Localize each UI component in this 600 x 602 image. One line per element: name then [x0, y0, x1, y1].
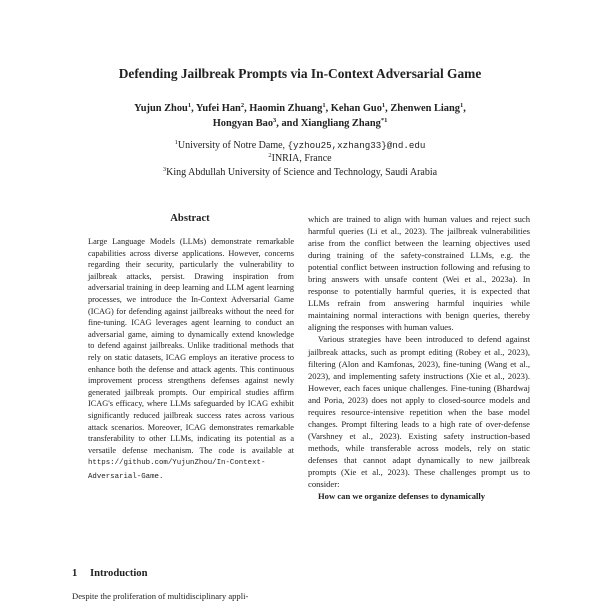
- affiliation-email[interactable]: {yzhou25,xzhang33}@nd.edu: [287, 140, 426, 151]
- author-separator: ,: [244, 103, 250, 114]
- research-question: How can we organize defenses to dynamically: [318, 491, 486, 502]
- author-name: Yujun Zhou: [134, 103, 188, 114]
- affiliation-number: 3: [162, 165, 167, 173]
- author-affiliation-mark: 2: [240, 102, 245, 109]
- author-separator: ,: [385, 103, 391, 114]
- abstract-text: Large Language Models (LLMs) demonstrate remarkable capabilities across diverse applications. However, concerns regarding their security, particularly the vulnerability to jailbreak attacks, persist. Drawing inspiration from adversarial training in deep learning and LLM agent learning processes, we introduce the In-Context Adversarial Game (ICAG) for defending against jailbreaks without the need for fine-tuning. ICAG leverages agent learning to conduct an adversarial game, aiming to dynamically extend knowledge to defend against jailbreaks. Unlike traditional methods that rely on static datasets, ICAG employs an iterative process to enhance both the defense and attack agents. This continuous improvement process strengthens defenses against newly generated jailbreak prompts. Our empirical studies affirm ICAG's efficacy, where LLMs safeguarded by ICAG exhibit significantly reduced jailbreak success rates across various attack scenarios. Moreover, ICAG demonstrates remarkable transferability to other LLMs, indicating its potential as a versatile defense mechanism. The code is available at: [88, 237, 294, 455]
- author-list: [60, 101, 540, 131]
- author-separator: , and: [276, 118, 301, 129]
- affiliation-number: 2: [268, 152, 272, 160]
- author-name: Zhenwen Liang: [390, 103, 460, 114]
- author-affiliation-mark: 1: [459, 102, 464, 109]
- abstract-body: [88, 236, 294, 483]
- affiliation-line: [60, 166, 540, 179]
- abstract-heading: Abstract: [170, 213, 210, 224]
- abstract-code-link[interactable]: https://github.com/YujunZhou/In-Context-Adversarial-Game.: [88, 459, 266, 481]
- author-affiliation-mark: 1: [187, 102, 192, 109]
- author-name: Yufei Han: [195, 103, 241, 114]
- affiliation-line: [60, 152, 540, 165]
- author-affiliation-mark: 3: [273, 117, 277, 124]
- affiliation-line: [60, 139, 540, 152]
- right-column-paragraph-2: Various strategies have been introduced to defend against jailbreak attacks, such as prompt editing (Robey et al., 2023), filtering (Alon and Kamfonas, 2023), fine-tuning (Wang et al., 2023), and implementing safety instructions (Xie et al., 2023). However, each faces unique challenges. Fine-tuning (Bhardwaj and Poria, 2023) does not apply to closed-source models and requires resource-intensive repetition when the base model changes. Prompt filtering leads to a high rate of over-defense (Varshney et al., 2023). Existing safety instruction-based methods, while transferable across models, rely on static defenses that cannot adapt dynamically to new jailbreak prompts (Xie et al., 2023). These challenges prompt us to consider:: [308, 334, 530, 490]
- author-name: Xiangliang Zhang: [300, 118, 381, 129]
- author-name: Haomin Zhuang: [249, 103, 323, 114]
- affiliation-text: INRIA, France: [271, 153, 332, 165]
- affiliation-text: University of Notre Dame,: [177, 140, 288, 151]
- author-separator: ,: [325, 103, 331, 114]
- paper-title: Defending Jailbreak Prompts via In-Context Adversarial Game: [118, 66, 482, 81]
- section-number: 1: [72, 568, 78, 579]
- section-title: Introduction: [90, 568, 148, 579]
- author-separator: ,: [463, 103, 466, 114]
- right-column-paragraph-1: which are trained to align with human values and reject such harmful queries (Li et al., 2023). The jailbreak vulnerabilities arise from the conflict between the learning objectives used during training of the safety-constrained LLMs, e.g. the potential conflict between instruction following and refusing to bring answers with unsafe content (Wei et al., 2023a). In response to potentially harmful queries, it is expected that LLMs refrain from answering harmful inquiries while maintaining normal interactions with benign queries, thereby aligning the responses with human values.: [308, 214, 530, 333]
- affiliation-list: [60, 139, 540, 179]
- affiliation-text: King Abdullah University of Science and Technology, Saudi Arabia: [166, 166, 438, 178]
- author-separator: ,: [191, 103, 196, 114]
- section-heading-introduction: [72, 568, 148, 579]
- author-affiliation-mark: 1: [381, 102, 386, 109]
- author-name: Hongyan Bao: [212, 118, 274, 129]
- right-column: [308, 213, 530, 502]
- author-name: Kehan Guo: [330, 103, 382, 114]
- author-affiliation-mark: *1: [380, 117, 388, 124]
- introduction-first-line: Despite the proliferation of multidisciplinary appli-: [72, 591, 249, 601]
- author-affiliation-mark: 1: [322, 102, 326, 109]
- affiliation-number: 1: [174, 139, 178, 146]
